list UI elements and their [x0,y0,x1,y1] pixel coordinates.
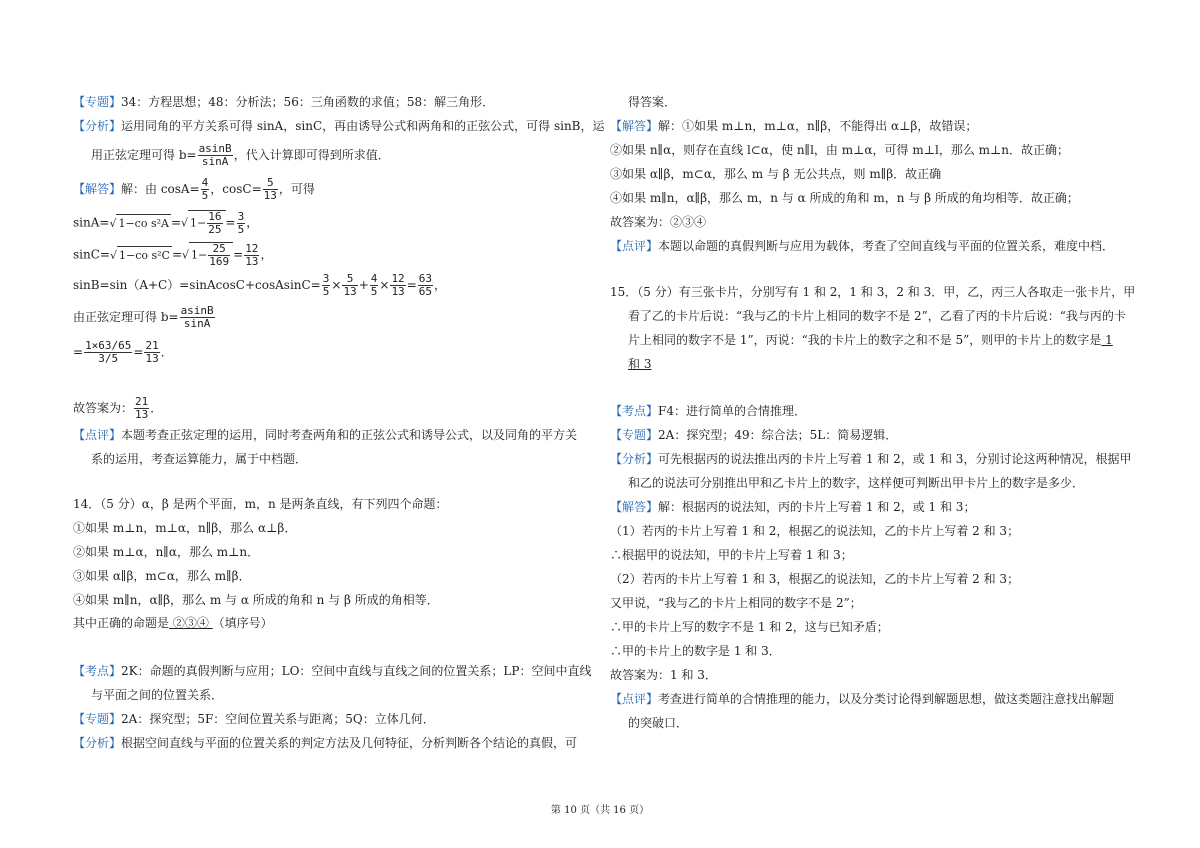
answer14-line: 故答案为：②③④ [610,215,707,229]
question-15-line-4 [610,355,1130,373]
compound-fraction-line: = $\frac{1\times 63/65}{3/5}$ = $\frac{21}{13}$ ． [73,339,173,365]
q14-blank-line: 其中正确的命题是 ②③④ （填序号） [73,616,273,630]
tag-point: 【考点】 [610,404,659,418]
comment15-line-1: 【点评】考查进行简单的合情推理的能力，以及分类讨论得到解题思想，做这类题注意找出解题 [610,692,1115,706]
comment15-line-2: 的突破口． [628,716,689,730]
solution15-line-4: （2）若丙的卡片上写着 1 和 3，根据乙的说法知，乙的卡片上写着 2 和 3； [610,572,1020,586]
fraction: $\frac{4}{5}$ [201,176,209,202]
question-15-line-1: 15．（5 分）有三张卡片，分别写有 1 和 2，1 和 3，2 和 3．甲，乙，丙三人各取走一张卡片，甲 [610,285,1136,299]
solution14-line-2: ②如果 n∥α，则存在直线 l⊂α，使 n∥l，由 m⊥α，可得 m⊥l，那么 m⊥n．故正确； [610,143,1070,157]
tag-analysis: 【分析】 [73,736,122,750]
solution15-line-5: 又甲说，“我与乙的卡片上相同的数字不是 2”； [610,596,862,610]
solution14-line-4: ④如果 m∥n，α∥β，那么 m，n 与 α 所成的角和 m，n 与 β 所成的角均相等．故正确； [610,191,1079,205]
proposition-4: ④如果 m∥n，α∥β，那么 m 与 α 所成的角和 n 与 β 所成的角相等． [73,593,439,607]
fraction: $\frac{21}{13}$ [135,395,149,421]
compound-fraction: $\frac{1\times 63/65}{3/5}$ [85,339,132,365]
page-footer: 第 10 页（共 16 页） [550,805,650,816]
question-15-line-3: 片上相同的数字不是 1”，丙说：“我的卡片上的数字之和不是 5”，则甲的卡片上的数字是 1 [628,333,1113,347]
tag-solution: 【解答】 [610,500,659,514]
tag-comment: 【点评】 [73,428,122,442]
question-14: 14．（5 分）α，β 是两个平面，m，n 是两条直线，有下列四个命题： [73,497,448,511]
tag-topic: 【专题】 [73,95,122,109]
answer-blank: ②③④ [169,616,213,630]
fraction: $\frac{asinB}{\sin A}$ [198,142,232,168]
solution15-line-3: ∴根据甲的说法知，甲的卡片上写着 1 和 3； [610,548,853,562]
sinC-line: sinC=√ 1−co s²C =√ 1− $\frac{25}{169}$ = $\frac{12}{13}$ ， [73,241,273,268]
analysis14-line: 【分析】根据空间直线与平面的位置关系的判定方法及几何特征，分析判断各个结论的真假，可 [73,736,578,750]
tag-comment: 【点评】 [610,692,659,706]
tag-analysis: 【分析】 [73,119,122,133]
question-15-line-2: 看了乙的卡片后说：“我与乙的卡片上相同的数字不是 2”，乙看了丙的卡片后说：“我与丙的卡 [628,309,1126,323]
solution15-line-1: 【解答】解：根据丙的说法知，丙的卡片上写着 1 和 2，或 1 和 3； [610,500,976,514]
tag-comment: 【点评】 [610,239,659,253]
tag-topic: 【专题】 [610,428,659,442]
comment-line-1: 【点评】本题考查正弦定理的运用，同时考查两角和的正弦公式和诱导公式，以及同角的平方关 [73,428,578,442]
analysis15-line-2: 和乙的说法可分别推出甲和乙卡片上的数字，这样便可判断出甲卡片上的数字是多少． [628,476,1085,490]
comment14-line: 【点评】本题以命题的真假判断与应用为载体，考查了空间直线与平面的位置关系，难度中档． [610,239,1115,253]
proposition-1: ①如果 m⊥n，m⊥α，n∥β，那么 α⊥β． [73,521,297,535]
sinA-line: sinA=√ 1−co s²A =√ 1− $\frac{16}{25}$ = $\frac{3}{5}$ ， [73,209,259,236]
answer15-line: 故答案为：1 和 3． [610,668,717,682]
sinB-line: sinB=sin（A+C）=sinAcosC+cosAsinC= $\frac{3}{5}$ × $\frac{5}{13}$ + $\frac{4}{5}$ × $\frac{12}{13}$ = $\frac{63}{65}$ ， [73,272,447,298]
fraction: $\frac{5}{13}$ [263,176,277,202]
tag-topic: 【专题】 [73,712,122,726]
answer-blank: 和 3 [628,357,652,371]
fraction: $\frac{3}{5}$ [237,209,245,236]
proposition-2: ②如果 m⊥α，n∥α，那么 m⊥n． [73,545,260,559]
tag-solution: 【解答】 [73,182,122,196]
proposition-3: ③如果 α∥β，m⊂α，那么 m∥β． [73,569,251,583]
sqrt: √ 1−co s²C [110,246,172,265]
topic14-line: 【专题】2A：探究型；5F：空间位置关系与距离；5Q：立体几何． [73,712,435,726]
fraction: $\frac{12}{13}$ [245,241,259,268]
sqrt: √ 1− $\frac{16}{25}$ [181,210,225,236]
solution14-line-1: 【解答】解：①如果 m⊥n，m⊥α，n∥β，不能得出 α⊥β，故错误； [610,119,978,133]
analysis15-line-1: 【分析】可先根据丙的说法推出丙的卡片上写着 1 和 2，或 1 和 3，分别讨论这两种情况，根据甲 [610,452,1132,466]
solution15-line-2: （1）若丙的卡片上写着 1 和 2，根据乙的说法知，乙的卡片上写着 2 和 3； [610,524,1020,538]
topic-line: 【专题】34：方程思想；48：分析法；56：三角函数的求值；58：解三角形． [73,95,495,109]
point-line-1: 【考点】2K：命题的真假判断与应用；LO：空间中直线与直线之间的位置关系；LP：空间中直线 [73,664,592,678]
solution15-line-7: ∴甲的卡片上的数字是 1 和 3． [610,644,781,658]
tag-point: 【考点】 [73,664,122,678]
sqrt: √ 1− $\frac{25}{169}$ [182,242,233,268]
point15-line: 【考点】F4：进行简单的合情推理． [610,404,806,418]
law-of-sines-line: 由正弦定理可得 b= $\frac{asinB}{\sin A}$ [73,304,214,330]
analysis14-cont: 得答案． [628,95,677,109]
analysis-line-2: 用正弦定理可得 b= $\frac{asinB}{\sin A}$ ，代入计算即可得到所求值． [91,142,390,168]
topic15-line: 【专题】2A：探究型；49：综合法；5L：简易逻辑． [610,428,898,442]
tag-analysis: 【分析】 [610,452,659,466]
tag-solution: 【解答】 [610,119,659,133]
analysis-line-1: 【分析】运用同角的平方关系可得 sinA，sinC，再由诱导公式和两角和的正弦公式，可得 sinB，运 [73,119,605,133]
solution15-line-6: ∴甲的卡片上写的数字不是 1 和 2，这与已知矛盾； [610,620,889,634]
answer-line: 故答案为： $\frac{21}{13}$ ． [73,395,163,421]
solution14-line-3: ③如果 α∥β，m⊂α，那么 m 与 β 无公共点，则 m∥β．故正确 [610,167,942,181]
fraction: $\frac{asinB}{\sin A}$ [180,304,214,330]
comment-line-2: 系的运用，考查运算能力，属于中档题． [91,452,308,466]
point-line-2: 与平面之间的位置关系． [91,688,224,702]
sqrt: √ 1−co s²A [109,214,171,233]
answer-blank: 1 [1101,333,1113,347]
solution-line-1: 【解答】解：由 cosA= $\frac{4}{5}$ ，cosC= $\frac{5}{13}$ ，可得 [73,176,315,202]
